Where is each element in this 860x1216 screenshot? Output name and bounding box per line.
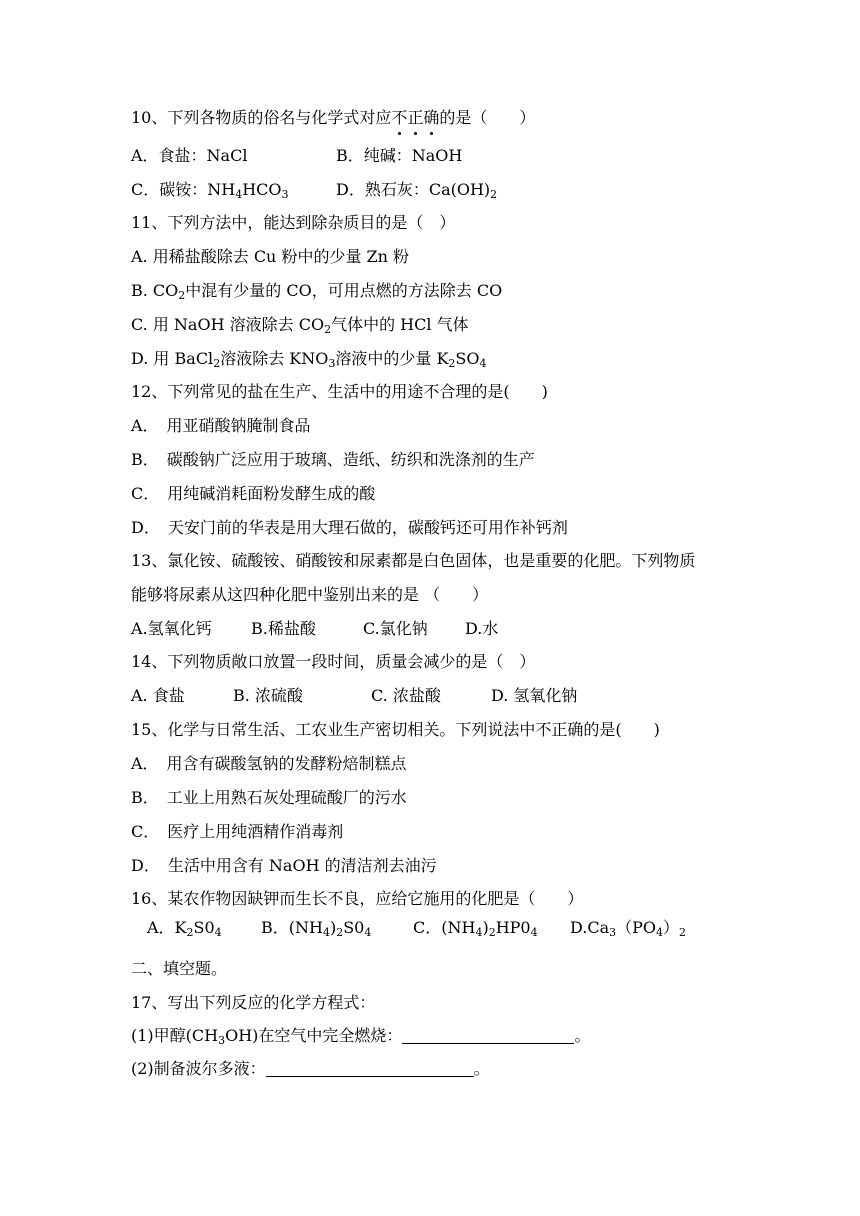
q10-d-text: D．熟石灰：Ca(OH) <box>336 180 491 199</box>
q11-option-a: A. 用稀盐酸除去 Cu 粉中的少量 Zn 粉 <box>131 247 410 266</box>
q17-part-1 <box>131 1025 590 1047</box>
q11-option-d <box>131 348 486 370</box>
q11-d-sub-4: 4 <box>479 357 487 370</box>
q11-c-text: C. 用 NaOH 溶液除去 CO <box>131 315 325 334</box>
q16-b-text: B．(NH <box>261 918 323 937</box>
q12-option-d: D． 天安门前的华表是用大理石做的，碳酸钙还可用作补钙剂 <box>131 518 568 537</box>
q12-option-c: C． 用纯碱消耗面粉发酵生成的酸 <box>131 484 376 503</box>
q16-d-sub-2: 4 <box>656 926 664 939</box>
q15-option-d: D． 生活中用含有 NaOH 的清洁剂去油污 <box>131 856 437 875</box>
q16-c-sub: 4 <box>475 926 483 939</box>
q16-d-sub-3: 2 <box>679 926 687 939</box>
q15-option-b: B． 工业上用熟石灰处理硫酸厂的污水 <box>131 788 407 807</box>
q16-a-sub: 2 <box>186 926 194 939</box>
q16-c-sub-3: 4 <box>530 926 538 939</box>
question-13-stem-line1: 13、氯化铵、硫酸铵、硝酸铵和尿素都是白色固体，也是重要的化肥。下列物质 <box>131 551 696 570</box>
q16-b-sub: 4 <box>322 926 330 939</box>
q17-p2-answer-blank[interactable] <box>266 1060 474 1077</box>
q16-b-sub-3: 4 <box>364 926 372 939</box>
q16-a-text-2: S0 <box>193 918 215 937</box>
q11-d-sub-3: 2 <box>448 357 456 370</box>
q17-p1-text: (1)甲醇(CH <box>131 1026 219 1045</box>
q10-stem-before: 10、下列各物质的俗名与化学式对应 <box>131 108 392 127</box>
q16-d-text-2: （PO <box>616 918 657 937</box>
q13-option-b: B.稀盐酸 <box>251 619 316 638</box>
q11-d-sub-2: 3 <box>328 357 336 370</box>
q16-option-a <box>147 917 222 939</box>
q10-c-text: C．碳铵：NH <box>131 180 236 199</box>
q16-b-text-2: ) <box>329 918 337 937</box>
q14-option-a: A. 食盐 <box>131 686 185 705</box>
section-2-title: 二、填空题。 <box>131 959 228 978</box>
question-13-stem-line2: 能够将尿素从这四种化肥中鉴别出来的是 （ ） <box>131 585 489 604</box>
q16-a-text: A．K <box>147 918 187 937</box>
q16-c-text: C．(NH <box>413 918 476 937</box>
q11-b-text: B. CO <box>131 281 179 300</box>
q17-p1-sub: 3 <box>218 1034 226 1047</box>
q11-d-text-2: 溶液除去 KNO <box>220 349 329 368</box>
q16-c-text-3: HP0 <box>495 918 531 937</box>
q10-c-sub-2: 3 <box>281 188 289 201</box>
q10-emphasis-char: 确 <box>423 108 440 127</box>
q11-option-b <box>131 280 502 302</box>
q16-c-text-2: ) <box>482 918 489 937</box>
q16-option-c <box>413 917 538 939</box>
q10-option-a: A．食盐：NaCl <box>131 146 248 165</box>
q11-c-sub: 2 <box>324 323 332 336</box>
q16-option-d <box>570 917 686 939</box>
q16-d-text-3: ） <box>663 918 680 937</box>
q12-option-a: A． 用亚硝酸钠腌制食品 <box>131 416 311 435</box>
q10-stem-after: 的是（ ） <box>439 108 536 127</box>
q14-option-c: C. 浓盐酸 <box>371 686 441 705</box>
q13-option-c: C.氯化钠 <box>363 619 428 638</box>
question-12-stem: 12、下列常见的盐在生产、生活中的用途不合理的是( ) <box>131 382 548 401</box>
q10-emphasis-char: 正 <box>407 108 424 127</box>
q16-c-sub-2: 2 <box>488 926 496 939</box>
q16-d-text: D.Ca <box>570 918 610 937</box>
q11-d-text-3: 溶液中的少量 K <box>335 349 449 368</box>
q11-c-text-2: 气体中的 HCl 气体 <box>331 315 469 334</box>
q17-p2-text: (2)制备波尔多液： <box>131 1059 266 1078</box>
q10-c-text-2: HCO <box>242 180 282 199</box>
q11-b-sub: 2 <box>178 289 186 302</box>
q12-option-b: B． 碳酸钠广泛应用于玻璃、造纸、纺织和洗涤剂的生产 <box>131 450 535 469</box>
q11-d-text-4: SO <box>455 349 480 368</box>
q13-option-a: A.氢氧化钙 <box>131 619 212 638</box>
q16-d-sub: 3 <box>609 926 617 939</box>
q16-b-sub-2: 2 <box>336 926 344 939</box>
q10-emphasis-char: 不 <box>391 108 408 127</box>
q10-option-b: B．纯碱：NaOH <box>336 146 463 165</box>
q16-a-sub-2: 4 <box>214 926 222 939</box>
question-17-stem: 17、写出下列反应的化学方程式： <box>131 993 376 1012</box>
q17-p1-text-2: OH)在空气中完全燃烧： <box>225 1026 403 1045</box>
q16-option-b <box>261 917 371 939</box>
q14-option-b: B. 浓硫酸 <box>233 686 303 705</box>
q11-b-text-2: 中混有少量的 CO，可用点燃的方法除去 CO <box>185 281 503 300</box>
q11-d-text: D. 用 BaCl <box>131 349 214 368</box>
q17-p2-end: 。 <box>473 1059 490 1078</box>
q10-c-sub: 4 <box>235 188 243 201</box>
q16-b-text-3: S0 <box>343 918 365 937</box>
q17-p1-answer-blank[interactable] <box>402 1027 574 1044</box>
question-16-stem: 16、某农作物因缺钾而生长不良，应给它施用的化肥是（ ） <box>131 889 584 908</box>
q15-option-a: A． 用含有碳酸氢钠的发酵粉焙制糕点 <box>131 754 407 773</box>
q10-option-c <box>131 179 289 201</box>
q17-part-2 <box>131 1058 490 1080</box>
q15-option-c: C． 医疗上用纯酒精作消毒剂 <box>131 822 344 841</box>
q10-option-d <box>336 179 497 201</box>
q14-option-d: D. 氢氧化钠 <box>491 686 578 705</box>
q13-option-d: D.水 <box>465 619 499 638</box>
q10-d-sub: 2 <box>490 188 498 201</box>
question-14-stem: 14、下列物质敞口放置一段时间，质量会减少的是（ ） <box>131 652 536 671</box>
q11-d-sub: 2 <box>213 357 221 370</box>
question-15-stem: 15、化学与日常生活、工农业生产密切相关。下列说法中不正确的是( ) <box>131 720 660 739</box>
question-11-stem: 11、下列方法中，能达到除杂质目的是（ ） <box>131 213 456 232</box>
q17-p1-end: 。 <box>574 1026 591 1045</box>
q11-option-c <box>131 314 469 336</box>
question-10-stem <box>131 107 535 129</box>
